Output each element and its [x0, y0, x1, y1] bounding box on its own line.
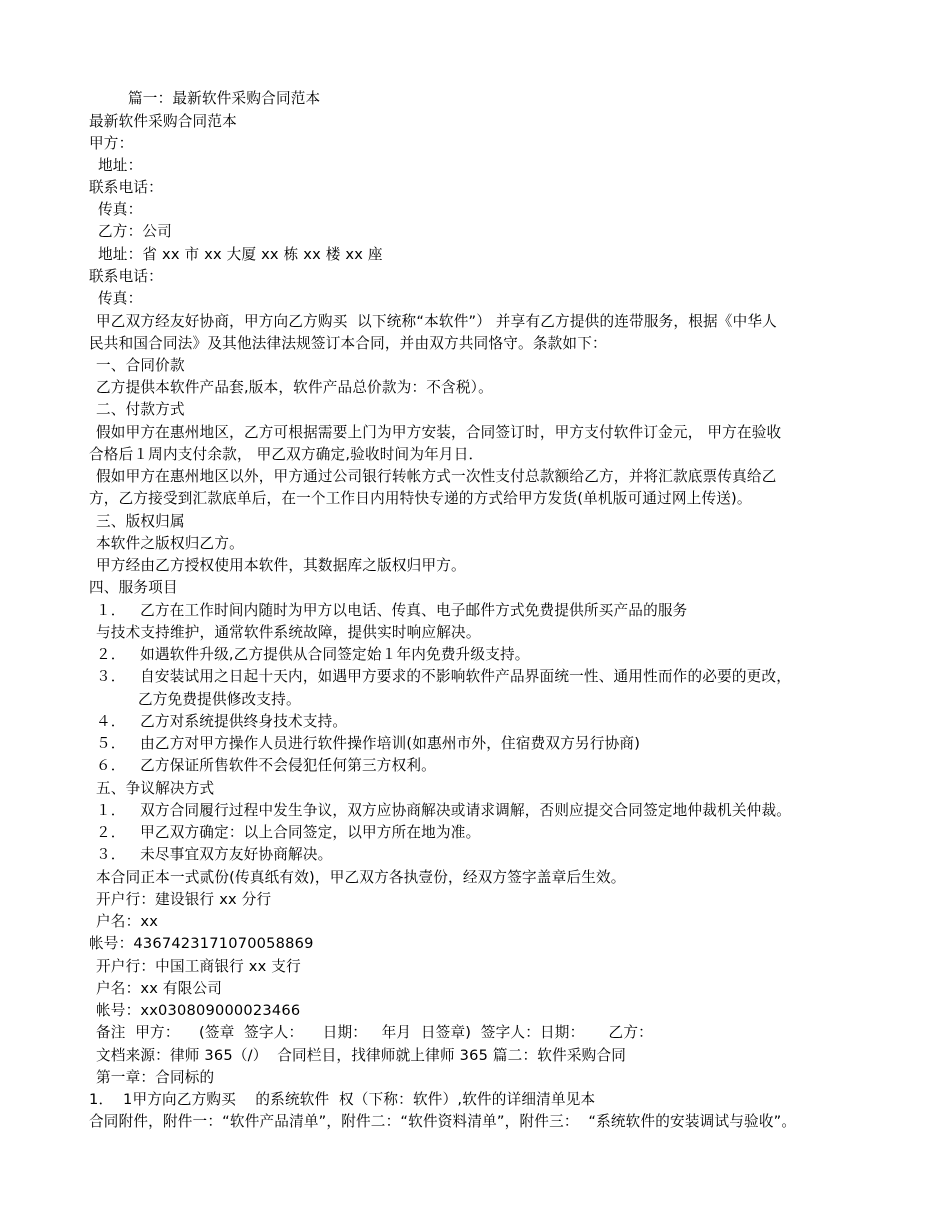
source-line: 文档来源：律师 365（/） 合同栏目，找律师就上律师 365 篇二：软件采购合同 [96, 1047, 627, 1064]
dispute-item-1: １． 双方合同履行过程中发生争议，双方应协商解决或请求调解，否则应提交合同签定地仲裁机关仲裁。 [96, 802, 792, 819]
payment-line-2: 合格后１周内支付余款， 甲乙双方确定,验收时间为年月日． [89, 446, 484, 463]
party-b-label: 乙方：公司 [98, 223, 172, 240]
service-item-1-cont: 与技术支持维护，通常软件系统故障，提供实时响应解决。 [96, 624, 481, 641]
bank-b-account: 帐号：xx030809000023466 [96, 1002, 301, 1019]
dispute-item-2: ２． 甲乙双方确定：以上合同签定，以甲方所在地为准。 [96, 824, 481, 841]
party-a-phone: 联系电话： [89, 179, 163, 196]
service-item-5: ５． 由乙方对甲方操作人员进行软件操作培训(如惠州市外，住宿费双方另行协商) [96, 735, 641, 752]
bank-a-name: 开户行：建设银行 xx 分行 [96, 891, 272, 908]
service-item-2: ２． 如遇软件升级,乙方提供从合同签定始１年内免费升级支持。 [96, 646, 530, 663]
heading-payment: 二、付款方式 [96, 401, 185, 418]
document-title: 最新软件采购合同范本 [89, 113, 237, 130]
heading-services: 四、服务项目 [89, 579, 178, 596]
heading-copyright: 三、版权归属 [96, 513, 185, 530]
service-item-3: ３． 自安装试用之日起十天内，如遇甲方要求的不影响软件产品界面统一性、通用性而作的必要的更改， [96, 668, 792, 685]
chapter-heading: 第一章：合同标的 [96, 1069, 215, 1086]
chapter-item-1: 1． 1甲方向乙方购买 的系统软件 权（下称：软件）,软件的详细清单见本 [89, 1091, 596, 1108]
party-b-address: 地址：省 xx 市 xx 大厦 xx 栋 xx 楼 xx 座 [98, 246, 383, 263]
party-b-fax: 传真： [98, 290, 143, 307]
copyright-line-1: 本软件之版权归乙方。 [96, 535, 244, 552]
heading-price: 一、合同价款 [96, 357, 185, 374]
chapter-item-1-cont: 合同附件，附件一：“软件产品清单”，附件二：“软件资料清单”，附件三： “系统软件的安装调试与验收”。 [89, 1113, 797, 1130]
copyright-line-2: 甲方经由乙方授权使用本软件，其数据库之版权归甲方。 [96, 557, 466, 574]
bank-b-name: 开户行：中国工商银行 xx 支行 [96, 958, 301, 975]
section-heading-1: 篇一：最新软件采购合同范本 [128, 90, 321, 107]
dispute-item-3: ３． 未尽事宜双方友好协商解决。 [96, 846, 333, 863]
party-a-fax: 传真： [98, 201, 143, 218]
preamble-line-1: 甲乙双方经友好协商，甲方向乙方购买 以下统称“本软件”） 并享有乙方提供的连带服务，根据《中华人 [96, 313, 777, 330]
bank-b-holder: 户名：xx 有限公司 [96, 980, 223, 997]
effectiveness-clause: 本合同正本一式贰份(传真纸有效)，甲乙双方各执壹份，经双方签字盖章后生效。 [96, 869, 626, 886]
payment-line-4: 方，乙方接受到汇款底单后，在一个工作日内用特快专递的方式给甲方发货(单机版可通过网上传送)。 [89, 490, 752, 507]
price-text: 乙方提供本软件产品套,版本，软件产品总价款为：不含税）。 [96, 379, 493, 396]
service-item-3-cont: 乙方免费提供修改支持。 [138, 691, 301, 708]
service-item-1: １． 乙方在工作时间内随时为甲方以电话、传真、电子邮件方式免费提供所买产品的服务 [96, 602, 688, 619]
bank-a-account: 帐号：4367423171070058869 [89, 935, 314, 952]
service-item-4: ４． 乙方对系统提供终身技术支持。 [96, 713, 348, 730]
bank-a-holder: 户名：xx [96, 913, 159, 930]
service-item-6: ６． 乙方保证所售软件不会侵犯任何第三方权利。 [96, 757, 436, 774]
party-a-label: 甲方： [89, 135, 134, 152]
payment-line-1: 假如甲方在惠州地区，乙方可根据需要上门为甲方安装，合同签订时，甲方支付软件订金元， 甲方在验收 [96, 424, 782, 441]
party-a-address: 地址： [98, 157, 143, 174]
party-b-phone: 联系电话： [89, 268, 163, 285]
signature-line: 备注 甲方： (签章 签字人： 日期： 年月 日签章) 签字人：日期： 乙方： [96, 1024, 653, 1041]
heading-dispute: 五、争议解决方式 [96, 780, 215, 797]
payment-line-3: 假如甲方在惠州地区以外，甲方通过公司银行转帐方式一次性支付总款额给乙方，并将汇款底票传真给乙 [96, 468, 777, 485]
preamble-line-2: 民共和国合同法》及其他法律法规签订本合同，并由双方共同恪守。条款如下： [89, 335, 607, 352]
